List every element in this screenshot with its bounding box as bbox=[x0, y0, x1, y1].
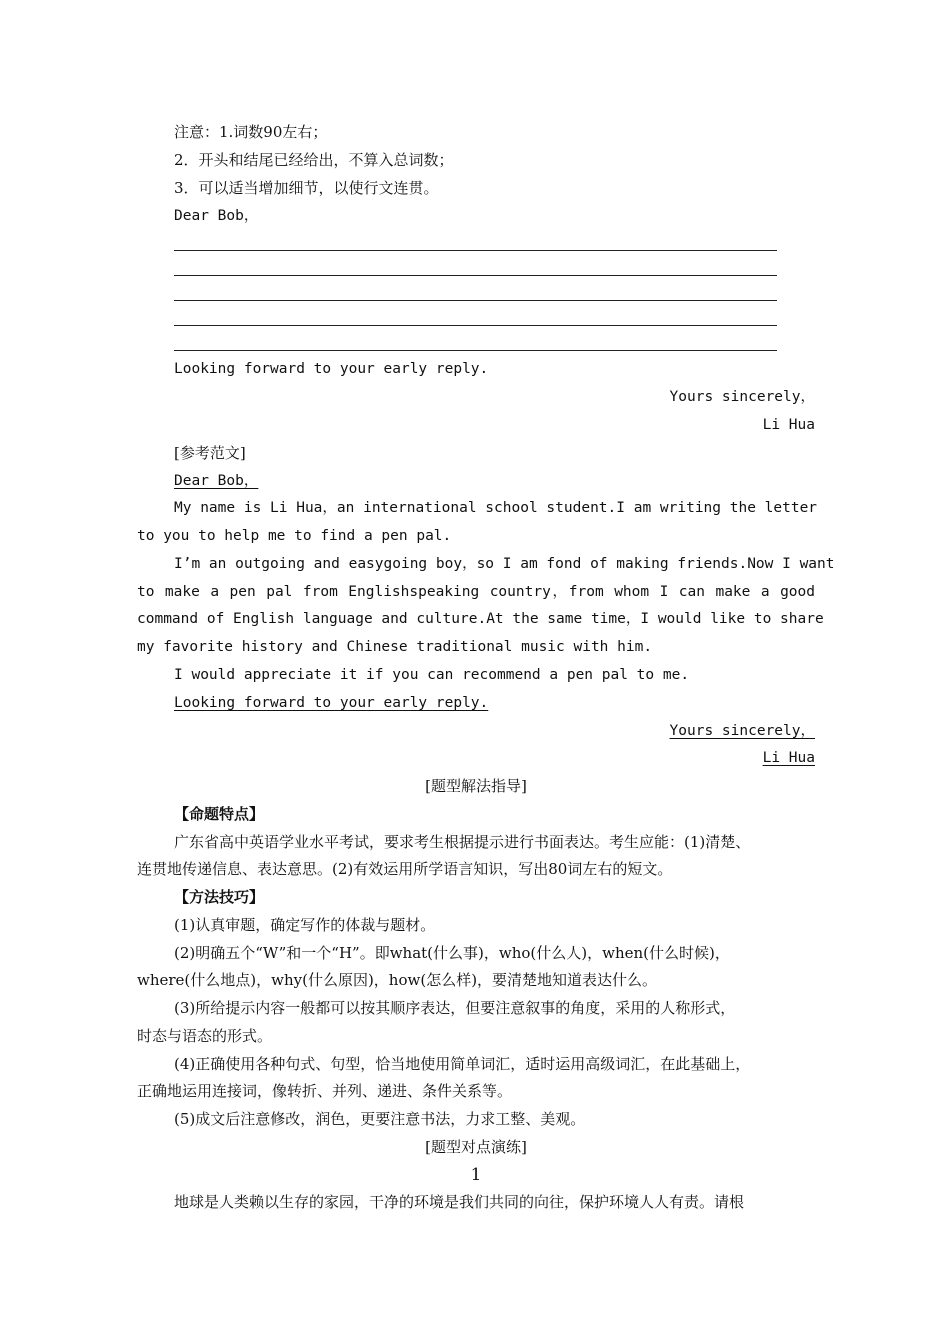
method-2-line1: (2)明确五个“W”和一个“H”。即what(什么事)，who(什么人)，when(什么时候)， bbox=[174, 944, 730, 962]
answer-line bbox=[174, 250, 777, 251]
method-4-line1: (4)正确使用各种句式、句型，恰当地使用简单词汇，适时运用高级词汇，在此基础上， bbox=[174, 1055, 751, 1073]
sample-signature-text: Li Hua bbox=[762, 750, 815, 766]
sample-heading: [参考范文] bbox=[174, 444, 246, 462]
task-signoff: Yours sincerely， bbox=[669, 389, 815, 405]
method-4-line2: 正确地运用连接词，像转折、并列、递进、条件关系等。 bbox=[137, 1082, 513, 1100]
sample-p2-line2: to make a pen pal from Englishspeaking country，from whom I can make a good bbox=[137, 584, 815, 600]
practice-heading: [题型对点演练] bbox=[425, 1138, 527, 1156]
answer-line bbox=[174, 325, 777, 326]
note-1: 注意：1.词数90左右； bbox=[174, 123, 328, 141]
sample-greeting bbox=[174, 468, 815, 495]
practice-paragraph: 地球是人类赖以生存的家园，干净的环境是我们共同的向往，保护环境人人有责。请根 bbox=[174, 1193, 745, 1211]
sample-closing bbox=[174, 690, 815, 717]
sample-p2-line1: I’m an outgoing and easygoing boy，so I am fond of making friends.Now I want bbox=[174, 556, 835, 572]
sample-signature bbox=[137, 745, 815, 772]
features-line2: 连贯地传递信息、表达意思。(2)有效运用所学语言知识，写出80词左右的短文。 bbox=[137, 860, 673, 878]
answer-line bbox=[174, 275, 777, 276]
guide-heading: [题型解法指导] bbox=[425, 777, 527, 795]
practice-number: 1 bbox=[470, 1165, 482, 1185]
method-5: (5)成文后注意修改，润色，更要注意书法，力求工整、美观。 bbox=[174, 1110, 586, 1128]
answer-line bbox=[174, 300, 777, 301]
sample-greeting-text: Dear Bob， bbox=[174, 473, 259, 489]
method-1: (1)认真审题，确定写作的体裁与题材。 bbox=[174, 916, 436, 934]
method-3-line1: (3)所给提示内容一般都可以按其顺序表达，但要注意叙事的角度，采用的人称形式， bbox=[174, 999, 736, 1017]
task-greeting: Dear Bob， bbox=[174, 208, 259, 224]
sample-p1-line1: My name is Li Hua，an international school student.I am writing the letter bbox=[174, 500, 818, 516]
features-title: 【命题特点】 bbox=[174, 805, 265, 823]
features-line1: 广东省高中英语学业水平考试，要求考生根据提示进行书面表达。考生应能：(1)清楚、 bbox=[174, 833, 751, 851]
task-signature: Li Hua bbox=[762, 417, 815, 433]
note-3: 3．可以适当增加细节，以使行文连贯。 bbox=[174, 179, 439, 197]
method-2-line2: where(什么地点)，why(什么原因)，how(怎么样)，要清楚地知道表达什么。 bbox=[137, 971, 658, 989]
task-closing: Looking forward to your early reply. bbox=[174, 361, 489, 377]
sample-closing-text: Looking forward to your early reply. bbox=[174, 695, 489, 711]
sample-signoff-text: Yours sincerely， bbox=[669, 723, 815, 739]
sample-signoff bbox=[137, 718, 815, 745]
method-3-line2: 时态与语态的形式。 bbox=[137, 1027, 273, 1045]
note-2: 2．开头和结尾已经给出，不算入总词数； bbox=[174, 151, 454, 169]
sample-p1-line2: to you to help me to find a pen pal. bbox=[137, 528, 452, 544]
methods-title: 【方法技巧】 bbox=[174, 888, 265, 906]
sample-p3: I would appreciate it if you can recommend a pen pal to me. bbox=[174, 667, 690, 683]
answer-line bbox=[174, 350, 777, 351]
sample-p2-line4: my favorite history and Chinese traditional music with him. bbox=[137, 639, 653, 655]
sample-p2-line3: command of English language and culture.At the same time，I would like to share bbox=[137, 611, 824, 627]
